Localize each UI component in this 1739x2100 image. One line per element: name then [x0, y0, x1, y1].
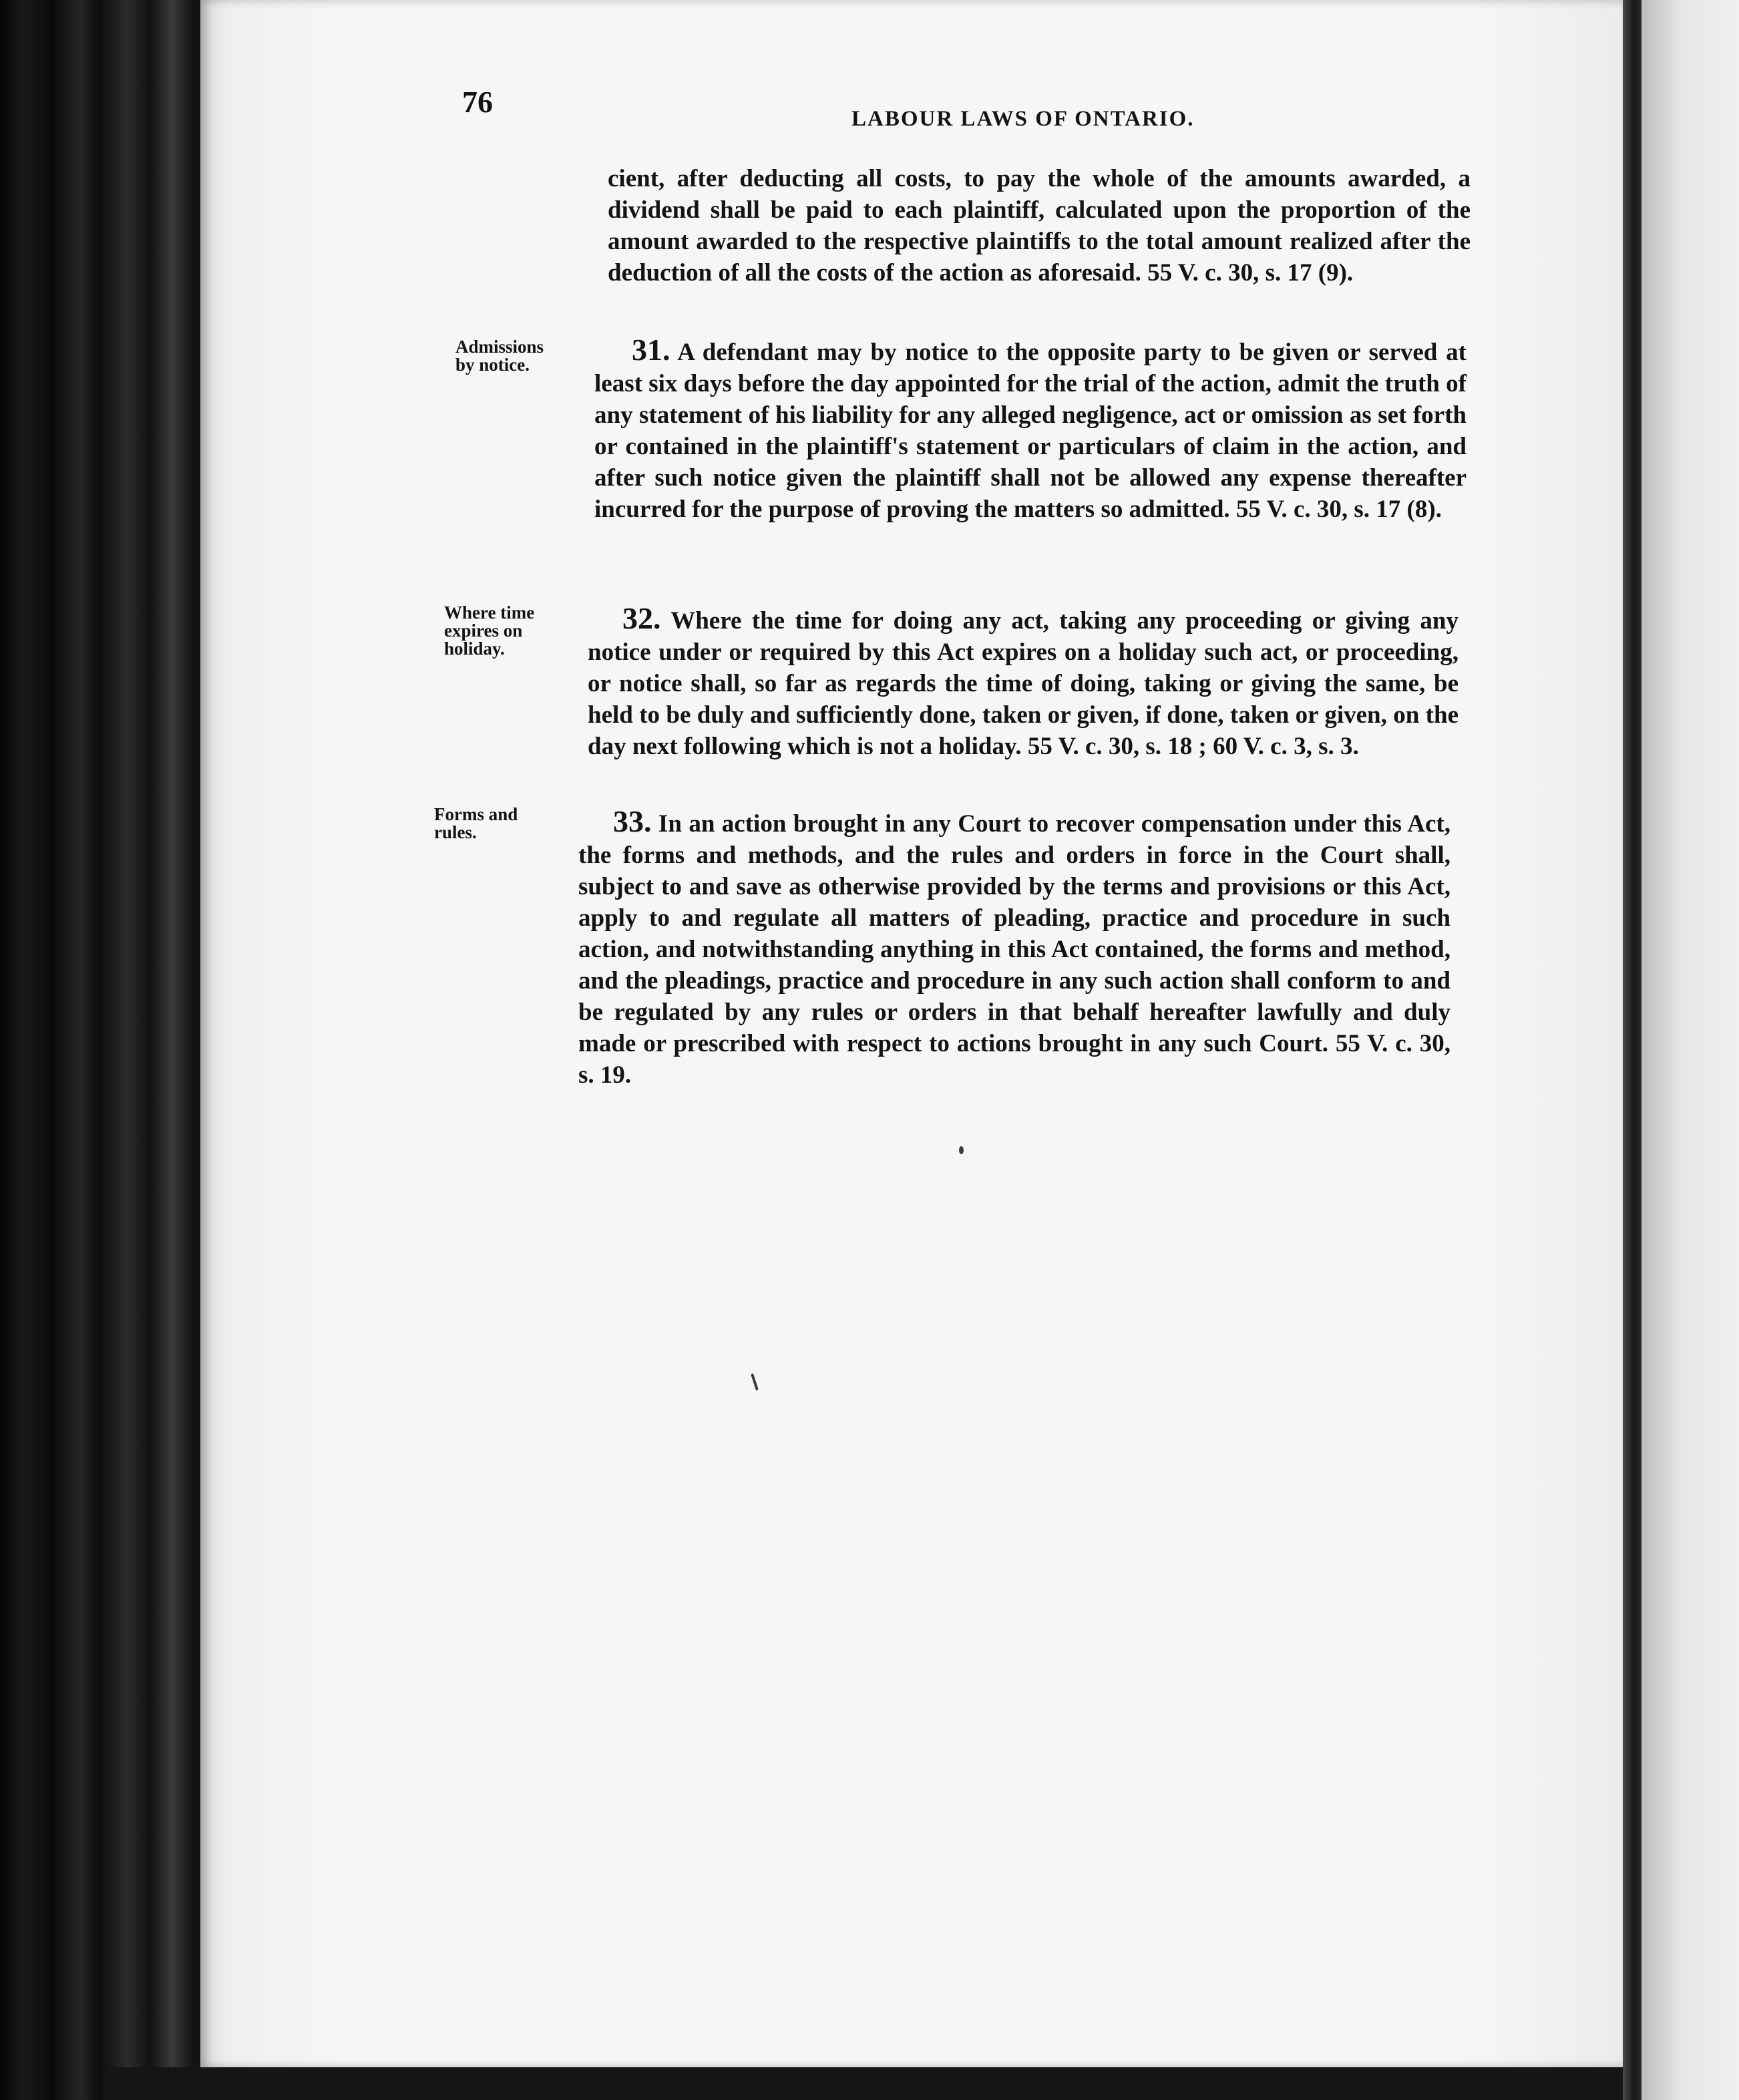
- running-head: LABOUR LAWS OF ONTARIO.: [851, 107, 1195, 131]
- margin-note-line: holiday.: [444, 639, 505, 659]
- adjacent-page-edge: [1641, 0, 1739, 2100]
- margin-note-line: Where time: [444, 602, 535, 623]
- margin-note-line: Admissions: [455, 337, 544, 357]
- section-number: 31.: [632, 333, 670, 367]
- section-33: [578, 806, 1451, 1091]
- book-gutter: [1623, 0, 1641, 2100]
- margin-note-forms: [434, 806, 548, 842]
- margin-note-line: Forms and: [434, 804, 518, 824]
- page-number: 76: [462, 85, 493, 119]
- margin-note-line: by notice.: [455, 355, 530, 375]
- section-32: [588, 602, 1459, 762]
- section-31: [594, 334, 1467, 525]
- scan-speck: [959, 1146, 964, 1154]
- margin-note-line: rules.: [434, 822, 477, 842]
- scan-bottom-border: [107, 2067, 1643, 2100]
- paragraph-text: cient, after deducting all costs, to pay the whole of the amounts awarded, a dividend shall be paid to each plaintiff, calculated upon the proportion of the amount awarded to the respective plaintiffs to the total amount realized after the deduction of all the costs of the action as aforesaid. 55 V. c. 30, s. 17 (9).: [608, 165, 1471, 287]
- paragraph-continuation: [608, 163, 1471, 289]
- section-number: 32.: [622, 601, 661, 635]
- section-text: A defendant may by notice to the opposite party to be given or served at least six days before the day appointed for the trial of the action, admit the truth of any statement of his liability for any alleged negligence, act or omission as set forth or contained in the plaintiff's statement or particulars of claim in the action, and after such notice given the plaintiff shall not be allowed any expense thereafter incurred for the purpose of proving the matters so admitted. 55 V. c. 30, s. 17 (8).: [594, 339, 1467, 523]
- book-spine-edge: [0, 0, 220, 2100]
- section-number: 33.: [613, 804, 652, 838]
- margin-note-line: expires on: [444, 621, 523, 641]
- section-text: In an action brought in any Court to recover compensation under this Act, the forms and methods, and the rules and orders in force in the Court shall, subject to and save as otherwise provided by the terms and provisions or this Act, apply to and regulate all matters of pleading, practice and procedure in such action, and notwithstanding anything in this Act contained, the forms and method, and the pleadings, practice and procedure in any such action shall conform to and be regulated by any rules or orders in that behalf hereafter lawfully and duly made or prescribed with respect to actions brought in any such Court. 55 V. c. 30, s. 19.: [578, 810, 1451, 1089]
- margin-note-holiday: [444, 604, 564, 658]
- section-text: Where the time for doing any act, taking any proceeding or giving any notice under or required by this Act expires on a holiday such act, or proceeding, or notice shall, so far as regards the time of doing, taking or giving the same, be held to be duly and sufficiently done, taken or given, if done, taken or given, on the day next following which is not a holiday. 55 V. c. 30, s. 18 ; 60 V. c. 3, s. 3.: [588, 607, 1459, 760]
- margin-note-admissions: [455, 338, 566, 374]
